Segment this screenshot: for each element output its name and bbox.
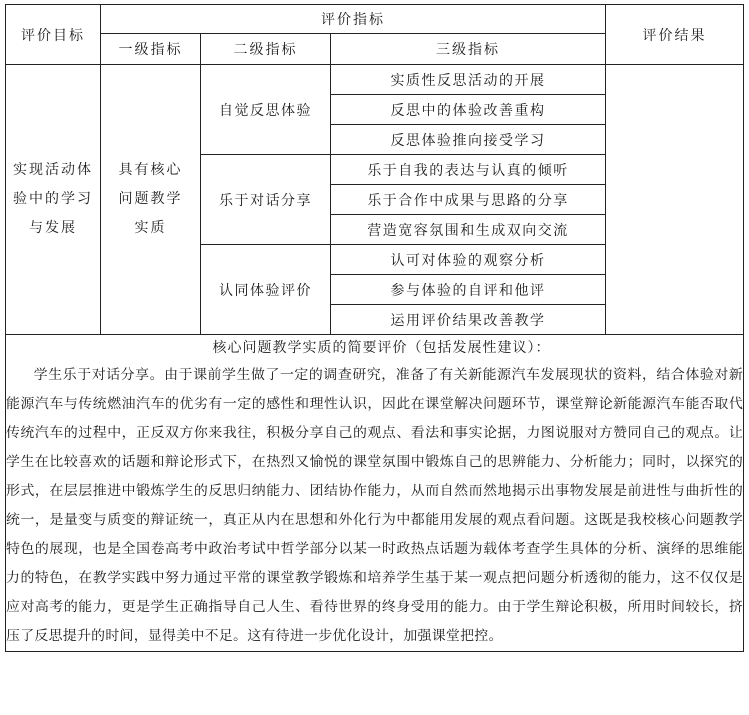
header-evaluation-result: 评价结果 xyxy=(606,5,744,65)
summary-body: 学生乐于对话分享。由于课前学生做了一定的调查研究，准备了有关新能源汽车发展现状的资料，结合体验对新能源汽车与传统燃油汽车的优劣有一定的感性和理性认识，因此在课堂解决问题环节，课堂辩论新能源汽车能否取代传统汽车的过程中，正反双方你来我往，积极分享自己的观点、看法和事实论据，力图说服对方赞同自己的观点。让学生在比较喜欢的话题和辩论形式下，在热烈又愉悦的课堂氛围中锻炼自己的思辨能力、分析能力；同时，以探究的形式，在层层推进中锻炼学生的反思归纳能力、团结协作能力，从而自然而然地揭示出事物发展是前进性与曲折性的统一，是量变与质变的辩证统一，真正从内在思想和外化行为中都能用发展的观点看问题。这既是我校核心问题教学特色的展现，也是全国卷高考中政治考试中哲学部分以某一时政热点话题为载体考查学生具体的分析、演绎的思维能力的特色，在教学实践中努力通过平常的课堂教学锻炼和培养学生基于某一观点把问题分析透彻的能力，这不仅仅是应对高考的能力，更是学生正确指导自己人生、看待世界的终身受用的能力。由于学生辩论积极，所用时间较长，挤压了反思提升的时间，显得美中不足。这有待进一步优化设计，加强课堂把控。 xyxy=(6,367,744,644)
level2-indicator-evaluation: 认同体验评价 xyxy=(201,245,331,335)
header-level3-indicator: 三级指标 xyxy=(331,34,606,65)
summary-cell xyxy=(6,335,744,652)
target-line: 实现活动体 xyxy=(13,162,93,178)
level2-indicator-reflection: 自觉反思体验 xyxy=(201,65,331,155)
level3-indicator: 乐于自我的表达与认真的倾听 xyxy=(331,155,606,185)
level3-indicator: 乐于合作中成果与思路的分享 xyxy=(331,185,606,215)
target-line: 验中的学习 xyxy=(13,191,93,207)
evaluation-table xyxy=(5,4,744,652)
header-level2-indicator: 二级指标 xyxy=(201,34,331,65)
level3-indicator: 参与体验的自评和他评 xyxy=(331,275,606,305)
header-evaluation-target: 评价目标 xyxy=(6,5,101,65)
level3-indicator: 反思体验推向接受学习 xyxy=(331,125,606,155)
evaluation-target-cell xyxy=(6,65,101,335)
summary-title: 核心问题教学实质的简要评价（包括发展性建议）： xyxy=(212,340,551,356)
level3-indicator: 认可对体验的观察分析 xyxy=(331,245,606,275)
header-evaluation-indicators: 评价指标 xyxy=(101,5,606,34)
level1-line: 实质 xyxy=(134,220,167,236)
level3-indicator: 营造宽容氛围和生成双向交流 xyxy=(331,215,606,245)
level1-line: 具有核心 xyxy=(118,162,183,178)
level1-indicator-cell xyxy=(101,65,201,335)
level2-indicator-dialogue: 乐于对话分享 xyxy=(201,155,331,245)
header-level1-indicator: 一级指标 xyxy=(101,34,201,65)
level1-line: 问题教学 xyxy=(118,191,183,207)
level3-indicator: 反思中的体验改善重构 xyxy=(331,95,606,125)
evaluation-result-cell xyxy=(606,65,744,335)
level3-indicator: 实质性反思活动的开展 xyxy=(331,65,606,95)
target-line: 与发展 xyxy=(29,220,77,236)
level3-indicator: 运用评价结果改善教学 xyxy=(331,305,606,335)
